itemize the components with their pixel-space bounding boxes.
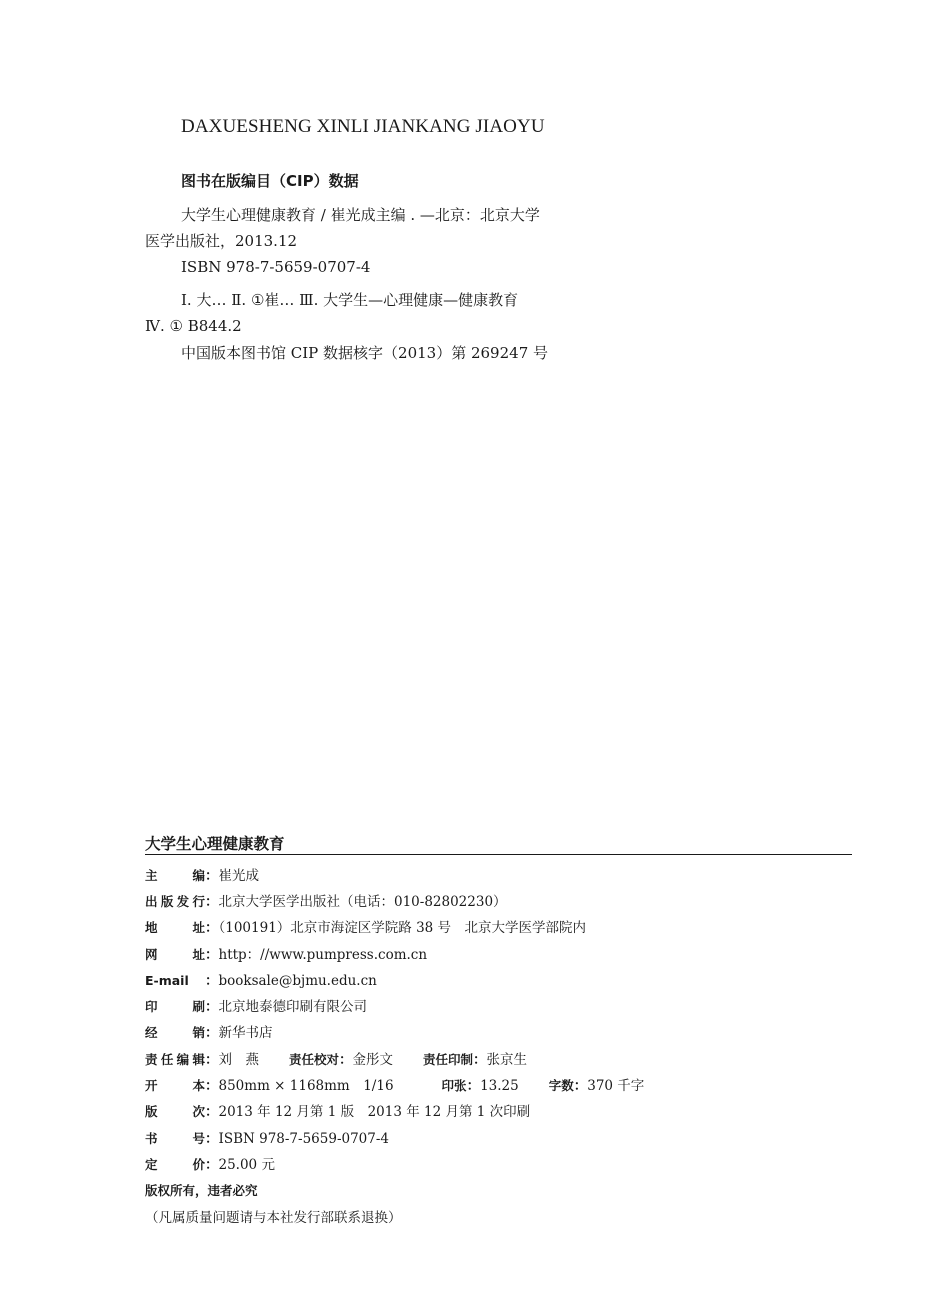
row-publisher xyxy=(145,892,507,912)
cip-line: Ⅳ. ① B844.2 xyxy=(145,317,242,335)
row-label: 经销 xyxy=(145,1025,205,1040)
cip-line: ISBN 978-7-5659-0707-4 xyxy=(181,258,371,276)
divider-rule xyxy=(145,854,852,855)
row-label: 网址 xyxy=(145,947,205,962)
row-label: 定价 xyxy=(145,1157,205,1172)
row-label: 印张 xyxy=(441,1078,467,1093)
row-label: 书号 xyxy=(145,1131,205,1146)
row-label: 主编 xyxy=(145,868,205,883)
row-value: （100191）北京市海淀区学院路 38 号 北京大学医学部院内 xyxy=(218,920,587,936)
row-value: 张京生 xyxy=(486,1052,528,1068)
row-email xyxy=(145,971,377,991)
cip-line: 中国版本图书馆 CIP 数据核字（2013）第 269247 号 xyxy=(181,344,549,362)
row-label: 字数 xyxy=(548,1078,574,1093)
row-printer xyxy=(145,997,367,1017)
row-label: 地址 xyxy=(145,920,205,935)
row-sep: ： xyxy=(205,920,219,936)
row-sep: ： xyxy=(339,1052,353,1068)
book-title: 大学生心理健康教育 xyxy=(145,835,285,853)
cip-heading: 图书在版编目（CIP）数据 xyxy=(181,172,359,190)
row-value: 13.25 xyxy=(480,1078,519,1094)
row-label: 出版发行 xyxy=(145,894,205,909)
row-edition xyxy=(145,1102,530,1122)
row-sep: ： xyxy=(573,1078,588,1094)
row-label: 责任编辑 xyxy=(145,1052,205,1067)
row-value: 金彤文 xyxy=(352,1052,394,1068)
row-sep: ： xyxy=(205,973,219,989)
row-label: E-mail xyxy=(145,973,189,988)
row-distributor xyxy=(145,1023,273,1043)
cip-line: 大学生心理健康教育 / 崔光成主编 . —北京：北京大学 xyxy=(181,206,540,224)
cip-line: Ⅰ. 大… Ⅱ. ①崔… Ⅲ. 大学生—心理健康—健康教育 xyxy=(181,291,519,309)
row-label: 版次 xyxy=(145,1104,205,1119)
row-value: 刘 燕 xyxy=(218,1052,259,1068)
row-editor xyxy=(145,866,259,886)
row-label: 印刷 xyxy=(145,999,205,1014)
row-isbn xyxy=(145,1129,389,1149)
row-value: 北京地泰德印刷有限公司 xyxy=(218,999,367,1015)
row-value: 北京大学医学出版社（电话：010-82802230） xyxy=(218,894,507,910)
row-sep: ： xyxy=(205,894,219,910)
row-label: 开本 xyxy=(145,1078,205,1093)
row-value: 2013 年 12 月第 1 版 2013 年 12 月第 1 次印刷 xyxy=(218,1104,531,1120)
copyright-notice: 版权所有，违者必究 xyxy=(145,1183,258,1198)
row-sep: ： xyxy=(205,999,219,1015)
row-sep: ： xyxy=(466,1078,481,1094)
row-value: 25.00 元 xyxy=(218,1157,275,1173)
row-sep: ： xyxy=(205,868,219,884)
row-sep: ： xyxy=(205,1131,219,1147)
row-value: 新华书店 xyxy=(218,1025,273,1041)
row-price xyxy=(145,1155,275,1175)
row-sep: ： xyxy=(205,1025,219,1041)
row-value: 850mm × 1168mm 1/16 xyxy=(218,1078,394,1094)
row-responsible xyxy=(145,1050,527,1070)
row-sep: ： xyxy=(205,1052,219,1068)
row-address xyxy=(145,918,586,938)
row-value: 崔光成 xyxy=(218,868,259,884)
row-value: booksale@bjmu.edu.cn xyxy=(218,973,377,989)
row-value: http：//www.pumpress.com.cn xyxy=(218,947,428,963)
pinyin-title: DAXUESHENG XINLI JIANKANG JIAOYU xyxy=(181,116,545,137)
row-sep: ： xyxy=(205,1104,219,1120)
row-value: 370 千字 xyxy=(587,1078,645,1094)
row-sep: ： xyxy=(205,947,219,963)
row-label: 责任印制 xyxy=(423,1052,474,1067)
row-format xyxy=(145,1076,644,1096)
row-label: 责任校对 xyxy=(289,1052,340,1067)
row-website xyxy=(145,945,427,965)
cip-line: 医学出版社，2013.12 xyxy=(145,232,298,250)
row-sep: ： xyxy=(205,1078,219,1094)
row-sep: ： xyxy=(473,1052,487,1068)
return-note: （凡属质量问题请与本社发行部联系退换） xyxy=(145,1210,402,1226)
row-sep: ： xyxy=(205,1157,219,1173)
row-value: ISBN 978-7-5659-0707-4 xyxy=(218,1131,390,1147)
